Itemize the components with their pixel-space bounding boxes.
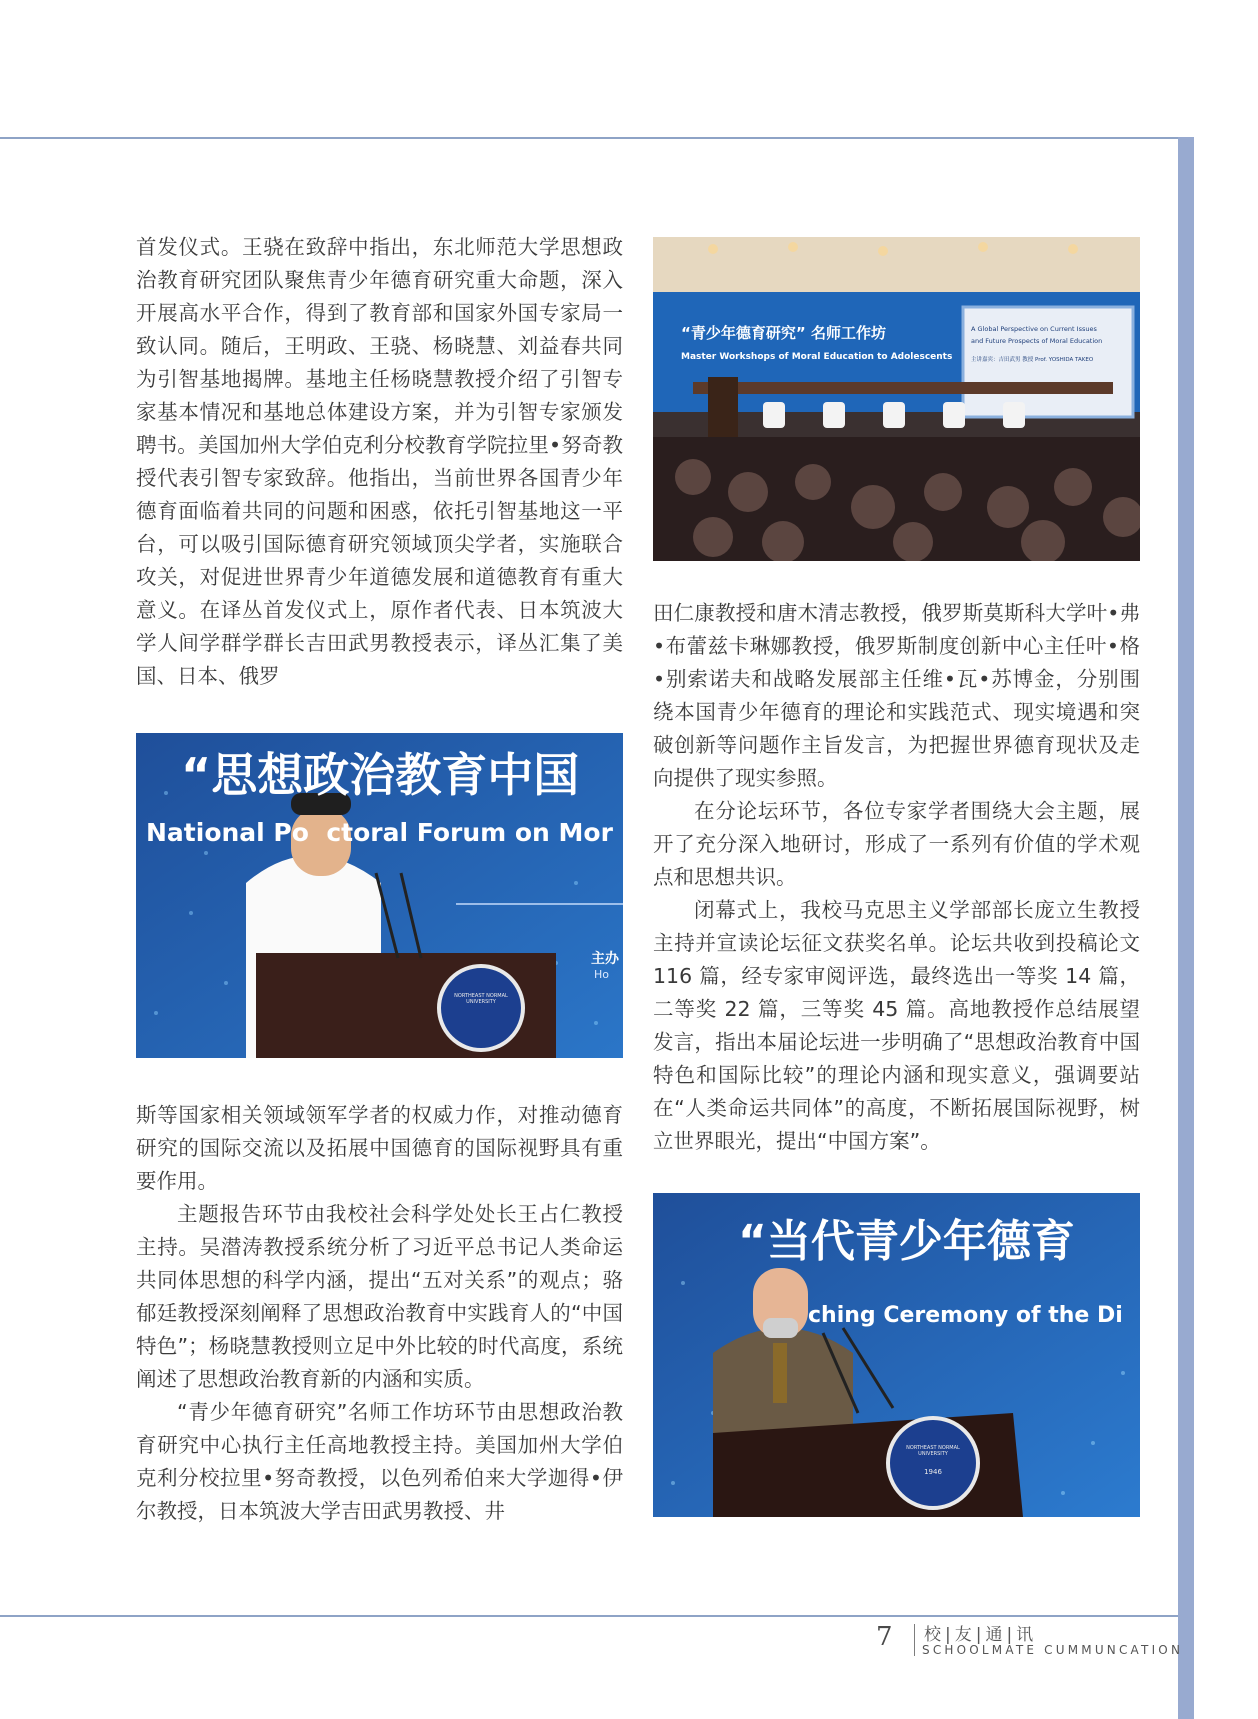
photo-forum-speaker <box>136 733 623 1058</box>
screen-text-line1: A Global Perspective on Current Issues <box>971 325 1097 333</box>
banner-side-text-en: Ho <box>594 968 610 981</box>
paragraph: 斯等国家相关领域领军学者的权威力作，对推动德育研究的国际交流以及拓展中国德育的国际视野具有重要作用。 <box>136 1103 623 1193</box>
banner-subtitle: National Po ctoral Forum on Mor <box>146 818 613 847</box>
paragraph: 闭幕式上，我校马克思主义学部部长庞立生教授主持并宣读论坛征文获奖名单。论坛共收到投稿论文 116 篇，经专家审阅评选，最终选出一等奖 14 篇，二等奖 22 篇，三等奖 45 篇。高地教授作总结展望发言，指出本届论坛进一步明确了“思想政治教育中国特色和国际比较”的理论内涵和现实意义，强调要站在“人类命运共同体”的高度，不断拓展国际视野，树立世界眼光，提出“中国方案”。 <box>653 898 1140 1153</box>
university-seal-text: NORTHEAST NORMAL UNIVERSITY <box>454 993 508 1005</box>
publication-title: 校|友|通|讯 <box>924 1625 1038 1645</box>
paragraph: 田仁康教授和唐木清志教授，俄罗斯莫斯科大学叶•弗•布蕾兹卡琳娜教授，俄罗斯制度创新中心主任叶•格•别索诺夫和战略发展部主任维•瓦•苏博金，分别围绕本国青少年德育的理论和实践范式、现实境遇和突破创新等问题作主旨发言，为把握世界德育现状及走向提供了现实参照。 <box>653 601 1140 790</box>
university-seal-year: 1946 <box>924 1468 942 1476</box>
screen-text-line3: 主讲嘉宾：吉田武男 教授 Prof. YOSHIDA TAKEO <box>971 357 1094 363</box>
banner-title: “青少年德育研究” 名师工作坊 <box>681 324 886 342</box>
page-number: 7 <box>876 1622 893 1652</box>
footer-divider <box>914 1624 915 1656</box>
column1-top-text <box>136 231 623 698</box>
paragraph: “青少年德育研究”名师工作坊环节由思想政治教育研究中心执行主任高地教授主持。美国加州大学伯克利分校拉里•努奇教授，以色列希伯来大学迦得•伊尔教授，日本筑波大学吉田武男教授、井 <box>136 1400 623 1523</box>
side-color-bar <box>1178 137 1194 1719</box>
top-rule <box>0 137 1178 139</box>
bottom-rule <box>0 1615 1178 1617</box>
screen-text-line2: and Future Prospects of Moral Education <box>971 337 1103 345</box>
banner-title: “思想政治教育中国 <box>181 748 580 802</box>
paragraph: 在分论坛环节，各位专家学者围绕大会主题，展开了充分深入地研讨，形成了一系列有价值的学术观点和思想共识。 <box>653 799 1140 889</box>
banner-subtitle: Master Workshops of Moral Education to Adolescents <box>681 352 953 362</box>
university-seal-text: NORTHEAST NORMAL UNIVERSITY <box>906 1445 960 1457</box>
photo-workshop-hall <box>653 237 1140 561</box>
paragraph: 主题报告环节由我校社会科学处处长王占仁教授主持。吴潜涛教授系统分析了习近平总书记人类命运共同体思想的科学内涵，提出“五对关系”的观点；骆郁廷教授深刻阐释了思想政治教育中实践育人的“中国特色”；杨晓慧教授则立足中外比较的时代高度，系统阐述了思想政治教育新的内涵和实质。 <box>136 1202 623 1391</box>
banner-subtitle: ching Ceremony of the Di <box>808 1303 1123 1328</box>
paragraph: 首发仪式。王骁在致辞中指出，东北师范大学思想政治教育研究团队聚焦青少年德育研究重大命题，深入开展高水平合作，得到了教育部和国家外国专家局一致认同。随后，王明政、王骁、杨晓慧、刘益春共同为引智基地揭牌。基地主任杨晓慧教授介绍了引智专家基本情况和基地总体建设方案，并为引智专家颁发聘书。美国加州大学伯克利分校教育学院拉里•努奇教授代表引智专家致辞。他指出，当前世界各国青少年德育面临着共同的问题和困惑，依托引智基地这一平台，可以吸引国际德育研究领域顶尖学者，实施联合攻关，对促进世界青少年道德发展和道德教育有重大意义。在译丛首发仪式上，原作者代表、日本筑波大学人间学群学群长吉田武男教授表示，译丛汇集了美国、日本、俄罗 <box>136 235 623 688</box>
banner-side-text: 主办 <box>591 951 619 967</box>
photo-ceremony-speaker <box>653 1193 1140 1517</box>
banner-title: “当代青少年德育 <box>738 1216 1075 1267</box>
column2-text <box>653 597 1140 1163</box>
publication-title-en: SCHOOLMATE CUMMUNCATION <box>922 1643 1184 1657</box>
column1-bottom-text <box>136 1099 623 1533</box>
